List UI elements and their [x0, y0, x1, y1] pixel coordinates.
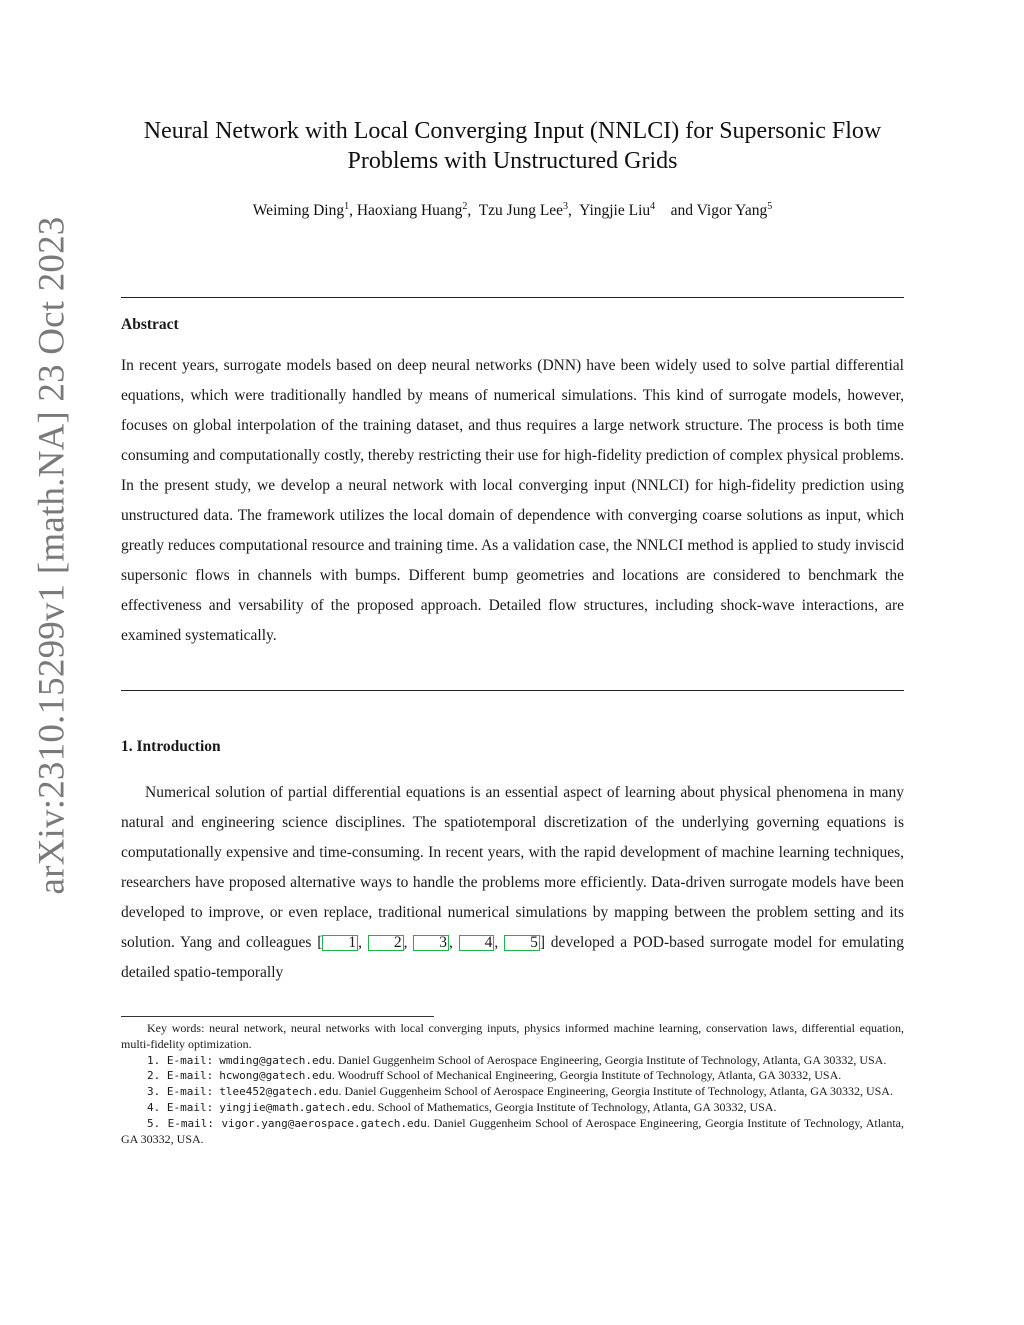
footnote-item: 2. E-mail: hcwong@gatech.edu. Woodruff School of Mechanical Engineering, Georgia Institute of Technology, Atlanta, GA 30332, USA.	[147, 1068, 842, 1083]
introduction-paragraph: Numerical solution of partial differential equations is an essential aspect of learning about physical phenomena in many natural and engineering science disciplines. The spatiotemporal discretization of the underlying governing equations is computationally expensive and time-consuming. In recent years, with the rapid development of machine learning techniques, researchers have proposed alternative ways to handle the problems more efficiently. Data-driven surrogate models have been developed to improve, or even replace, traditional numerical simulations by mapping between the problem setting and its solution. Yang and colleagues [ 1 , 2 , 3 , 4 , 5 ] developed a POD-based surrogate model for emulating detailed spatio-temporally	[121, 784, 905, 981]
citation-link[interactable]: 2	[368, 935, 404, 951]
keywords-footnote: Key words: neural network, neural networks with local converging inputs, physics informed machine learning, conservation laws, differential equation, multi-fidelity optimization.	[121, 1021, 904, 1051]
email-link[interactable]: hcwong@gatech.edu	[219, 1069, 332, 1083]
footnotes	[121, 1021, 904, 1147]
author: Yingjie Liu$^4$ and	[579, 201, 697, 220]
arxiv-sidebar	[22, 140, 82, 970]
email-link[interactable]: yingjie@math.gatech.edu	[219, 1100, 372, 1114]
author-list	[121, 201, 904, 220]
author: Vigor Yang$^5$	[696, 201, 773, 220]
title-line-1: Neural Network with Local Converging Input (NNLCI) for Supersonic Flow	[143, 118, 882, 144]
footnote-item: 4. E-mail: yingjie@math.gatech.edu. School of Mathematics, Georgia Institute of Technology, Atlanta, GA 30332, USA.	[147, 1099, 777, 1114]
footnote-rule	[121, 1016, 434, 1017]
author: Haoxiang Huang$^2$,	[356, 201, 479, 220]
section-heading-introduction: 1. Introduction	[121, 738, 221, 755]
footnote-item: 3. E-mail: tlee452@gatech.edu. Daniel Guggenheim School of Aerospace Engineering, Georgia Institute of Technology, Atlanta, GA 30332, USA.	[147, 1084, 893, 1099]
citation-group: [ 1 , 2 , 3 , 4 , 5 ]	[317, 934, 545, 951]
author: Tzu Jung Lee$^3$,	[478, 201, 580, 220]
email-link[interactable]: wmding@gatech.edu	[219, 1053, 332, 1067]
author: Weiming Ding$^1$,	[252, 201, 357, 220]
email-link[interactable]: vigor.yang@aerospace.gatech.edu	[221, 1116, 427, 1130]
footnote-item: 5. E-mail: vigor.yang@aerospace.gatech.edu. Daniel Guggenheim School of Aerospace Engineering, Georgia Institute of Technology, Atlanta, GA 30332, USA.	[121, 1115, 905, 1146]
paper-title	[121, 116, 904, 176]
abstract-text: In recent years, surrogate models based on deep neural networks (DNN) have been widely used to solve partial differential equations, which were traditionally handled by means of numerical simulations. This kind of surrogate models, however, focuses on global interpolation of the training dataset, and thus requires a large network structure. The process is both time consuming and computationally costly, thereby restricting their use for high-fidelity prediction of complex physical problems. In the present study, we develop a neural network with local converging input (NNLCI) for high-fidelity prediction using unstructured data. The framework utilizes the local domain of dependence with converging coarse solutions as input, which greatly reduces computational resource and training time. As a validation case, the NNLCI method is applied to study inviscid supersonic flows in channels with bumps. Different bump geometries and locations are considered to benchmark the effectiveness and versability of the proposed approach. Detailed flow structures, including shock-wave interactions, are examined systematically.	[121, 357, 904, 644]
citation-link[interactable]: 4	[459, 935, 495, 951]
citation-link[interactable]: 1	[322, 935, 358, 951]
citation-link[interactable]: 3	[413, 935, 449, 951]
abstract-top-rule	[121, 297, 904, 298]
title-line-2: Problems with Unstructured Grids	[347, 148, 678, 174]
citation-link[interactable]: 5	[504, 935, 540, 951]
email-link[interactable]: tlee452@gatech.edu	[219, 1085, 339, 1099]
arxiv-identifier: arXiv:2310.15299v1 [math.NA] 23 Oct 2023	[31, 215, 73, 895]
abstract-bottom-rule	[121, 690, 904, 691]
abstract-heading: Abstract	[121, 316, 179, 333]
footnote-item: 1. E-mail: wmding@gatech.edu. Daniel Guggenheim School of Aerospace Engineering, Georgia Institute of Technology, Atlanta, GA 30332, USA.	[147, 1052, 887, 1067]
